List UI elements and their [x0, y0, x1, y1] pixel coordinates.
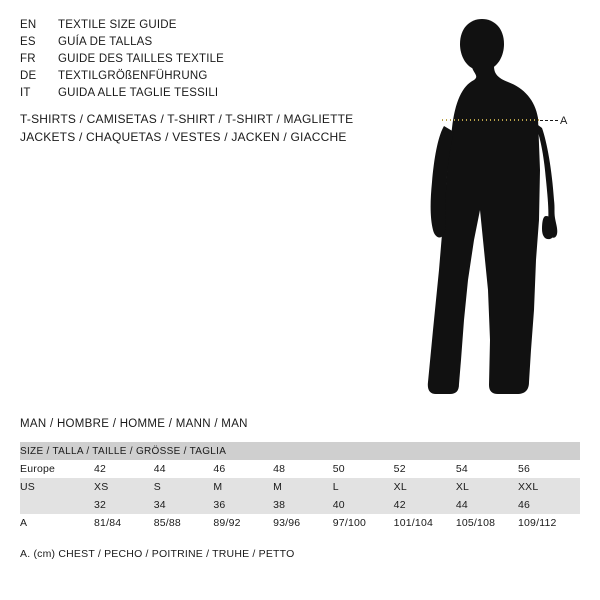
cell: 101/104 [394, 514, 456, 532]
cell: 52 [394, 460, 456, 478]
cell: 97/100 [333, 514, 394, 532]
cell: XXL [518, 478, 580, 496]
cell: L [333, 478, 394, 496]
table-row [20, 496, 580, 514]
cell: 81/84 [94, 514, 154, 532]
language-row [20, 34, 370, 51]
table-row [20, 478, 580, 496]
row-label: US [20, 478, 94, 496]
language-code: FR [20, 53, 36, 65]
table-row [20, 514, 580, 532]
cell: 54 [456, 460, 518, 478]
cell: 42 [394, 496, 456, 514]
cell: 89/92 [213, 514, 273, 532]
footnote: A. (cm) CHEST / PECHO / POITRINE / TRUHE / PETTO [20, 548, 295, 560]
cell: 44 [154, 460, 214, 478]
language-code: EN [20, 19, 37, 31]
cell: 109/112 [518, 514, 580, 532]
table-row [20, 460, 580, 478]
male-silhouette-icon [400, 10, 600, 405]
measure-label-a: A [560, 115, 568, 127]
row-label [20, 496, 94, 514]
language-text: TEXTILE SIZE GUIDE [58, 19, 177, 31]
language-row [20, 85, 370, 102]
cell: M [273, 478, 333, 496]
cell: 48 [273, 460, 333, 478]
cell: 56 [518, 460, 580, 478]
cell: 40 [333, 496, 394, 514]
cell: S [154, 478, 214, 496]
language-text: GUÍA DE TALLAS [58, 36, 153, 48]
category-list [20, 110, 420, 146]
cell: 85/88 [154, 514, 214, 532]
table-header-label: SIZE / TALLA / TAILLE / GRÖSSE / TAGLIA [20, 442, 580, 460]
language-row [20, 17, 370, 34]
cell: 38 [273, 496, 333, 514]
language-list [20, 17, 370, 102]
cell: 36 [213, 496, 273, 514]
cell: 34 [154, 496, 214, 514]
language-code: ES [20, 36, 36, 48]
language-text: TEXTILGRÖßENFÜHRUNG [58, 70, 208, 82]
cell: 50 [333, 460, 394, 478]
category-line-jackets: JACKETS / CHAQUETAS / VESTES / JACKEN / GIACCHE [20, 130, 347, 144]
cell: XL [456, 478, 518, 496]
measure-dash-line [540, 120, 558, 122]
language-code: DE [20, 70, 37, 82]
table-header-row [20, 442, 580, 460]
language-text: GUIDA ALLE TAGLIE TESSILI [58, 87, 219, 99]
cell: XL [394, 478, 456, 496]
language-row [20, 51, 370, 68]
language-code: IT [20, 87, 31, 99]
language-text: GUIDE DES TAILLES TEXTILE [58, 53, 225, 65]
row-label: Europe [20, 460, 94, 478]
cell: 44 [456, 496, 518, 514]
cell: 46 [213, 460, 273, 478]
cell: 93/96 [273, 514, 333, 532]
cell: XS [94, 478, 154, 496]
table-title: MAN / HOMBRE / HOMME / MANN / MAN [20, 418, 248, 430]
cell: 32 [94, 496, 154, 514]
cell: 42 [94, 460, 154, 478]
cell: 46 [518, 496, 580, 514]
body-figure [400, 10, 600, 405]
size-table [20, 442, 580, 532]
row-label: A [20, 514, 94, 532]
cell: 105/108 [456, 514, 518, 532]
language-row [20, 68, 370, 85]
category-line-tshirts: T-SHIRTS / CAMISETAS / T-SHIRT / T-SHIRT / MAGLIETTE [20, 112, 354, 126]
cell: M [213, 478, 273, 496]
